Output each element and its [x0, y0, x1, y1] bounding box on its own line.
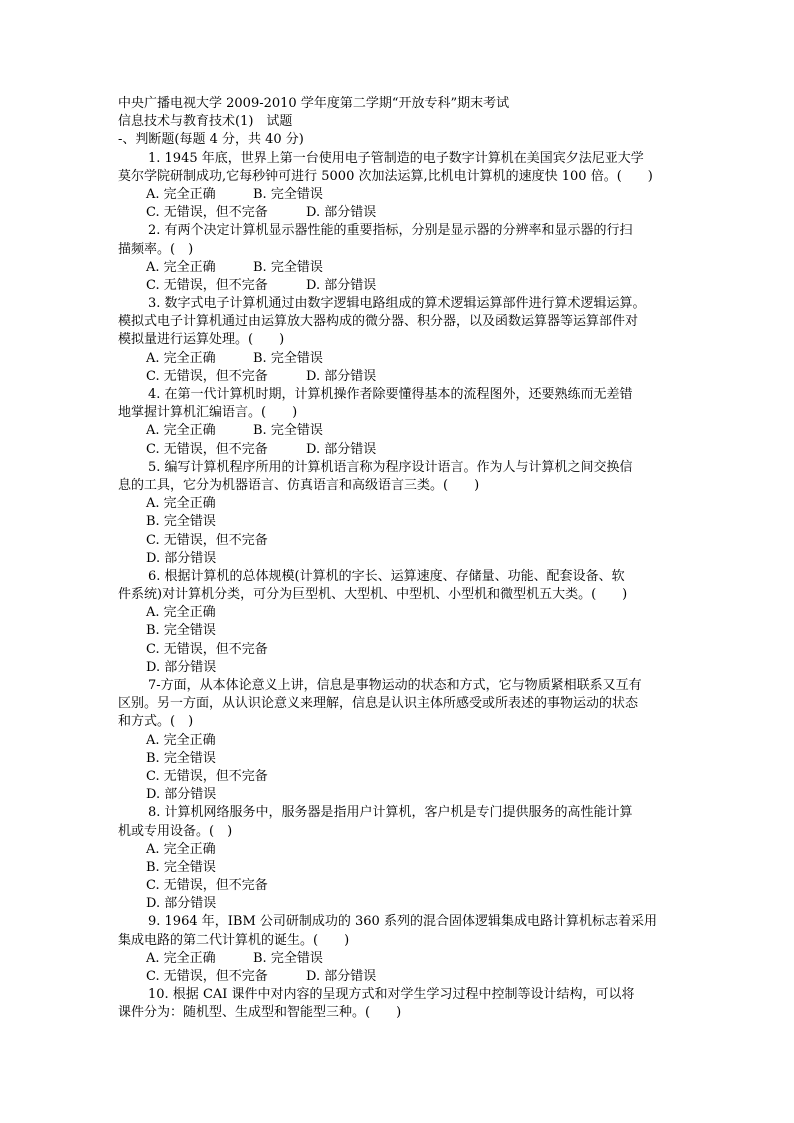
answer-option[interactable]: B. 完全错误	[253, 259, 323, 275]
answer-option[interactable]: A. 完全正确	[146, 950, 216, 966]
question-text-first-line: 7-方面，从本体论意义上讲，信息是事物运动的状态和方式，它与物质紧相联系又互有	[148, 678, 642, 693]
question-text-line: 描频率。( )	[118, 241, 194, 257]
answer-option[interactable]: A. 完全正确	[146, 423, 216, 439]
answer-option[interactable]: B. 完全错误	[253, 950, 323, 966]
answer-option[interactable]: D. 部分错误	[306, 205, 377, 221]
answer-option[interactable]: C. 无错误，但不完备	[146, 878, 268, 894]
answer-option[interactable]: A. 完全正确	[146, 732, 216, 748]
answer-option[interactable]: A. 完全正确	[146, 186, 216, 202]
question-text-first-line: 4. 在第一代计算机时期，计算机操作者除要懂得基本的流程图外，还要熟练而无差错	[148, 387, 633, 402]
question-item	[118, 150, 684, 223]
option-row	[118, 950, 684, 968]
question-text-first-line: 10. 根据 CAI 课件中对内容的呈现方式和对学生学习过程中控制等设计结构，可以将	[148, 987, 635, 1003]
answer-option[interactable]: D. 部分错误	[146, 787, 217, 803]
question-text-first-line: 8. 计算机网络服务中，服务器是指用户计算机，客户机是专门提供服务的高性能计算	[148, 805, 633, 821]
question-item	[118, 913, 684, 986]
question-item	[118, 386, 684, 459]
answer-option[interactable]: D. 部分错误	[146, 659, 217, 675]
question-text-line: 模拟式电子计算机通过由运算放大器构成的微分器、积分器，以及函数运算器等运算部件对	[118, 314, 639, 330]
option-row	[118, 968, 684, 986]
answer-option[interactable]: C. 无错误，但不完备	[146, 641, 268, 657]
question-text-first-line: 5. 编写计算机程序所用的计算机语言称为程序设计语言。作为人与计算机之间交换信	[148, 459, 633, 475]
option-row	[118, 368, 684, 386]
answer-option[interactable]: B. 完全错误	[146, 750, 216, 766]
question-text-line: 莫尔学院研制成功,它每秒钟可进行 5000 次加法运算,比机电计算机的速度快 100 倍。( )	[118, 168, 653, 184]
option-row	[118, 277, 684, 295]
option-row	[118, 441, 684, 459]
answer-option[interactable]: A. 完全正确	[146, 496, 216, 512]
answer-option[interactable]: A. 完全正确	[146, 841, 216, 857]
question-text-first-line: 3. 数字式电子计算机通过由数字逻辑电路组成的算术逻辑运算部件进行算术逻辑运算。	[148, 296, 646, 312]
answer-option[interactable]: B. 完全错误	[146, 859, 216, 875]
answer-option[interactable]: B. 完全错误	[146, 623, 216, 639]
question-text-line: 和方式。( )	[118, 714, 194, 730]
question-text-line: 机或专用设备。( )	[118, 823, 233, 839]
exam-subject: 信息技术与教育技术(1) 试题	[118, 114, 293, 130]
option-row	[118, 204, 684, 222]
question-list	[118, 150, 684, 1023]
answer-option[interactable]: C. 无错误，但不完备	[146, 368, 268, 384]
question-item	[118, 568, 684, 677]
answer-option[interactable]: A. 完全正确	[146, 605, 216, 621]
question-text-line: 区别。另一方面，从认识论意义来理解，信息是认识主体所感受或所表述的事物运动的状态	[118, 696, 639, 712]
option-row	[118, 259, 684, 277]
answer-option[interactable]: C. 无错误，但不完备	[146, 441, 268, 457]
question-item	[118, 677, 684, 804]
answer-option[interactable]: B. 完全错误	[146, 514, 216, 530]
question-text-line: 件系统)对计算机分类，可分为巨型机、大型机、中型机、小型机和微型机五大类。( )	[118, 587, 628, 603]
answer-option[interactable]: B. 完全错误	[253, 350, 323, 366]
answer-option[interactable]: A. 完全正确	[146, 259, 216, 275]
option-row	[118, 422, 684, 440]
answer-option[interactable]: B. 完全错误	[253, 423, 323, 439]
question-text-first-line: 6. 根据计算机的总体规模(计算机的字长、运算速度、存储量、功能、配套设备、软	[148, 568, 625, 584]
question-text-line: 集成电路的第二代计算机的诞生。( )	[118, 932, 350, 948]
question-text-first-line: 9. 1964 年，IBM 公司研制成功的 360 系列的混合固体逻辑集成电路计算机标志着采用	[148, 914, 657, 930]
question-text-line: 地掌握计算机汇编语言。( )	[118, 405, 298, 421]
answer-option[interactable]: D. 部分错误	[306, 277, 377, 293]
question-item	[118, 459, 684, 568]
answer-option[interactable]: D. 部分错误	[306, 368, 377, 384]
answer-option[interactable]: B. 完全错误	[253, 186, 323, 202]
question-text-line: 模拟量进行运算处理。( )	[118, 332, 285, 348]
answer-option[interactable]: A. 完全正确	[146, 350, 216, 366]
question-item	[118, 986, 684, 1022]
answer-option[interactable]: D. 部分错误	[306, 969, 377, 984]
question-text-first-line: 2. 有两个决定计算机显示器性能的重要指标，分别是显示器的分辨率和显示器的行扫	[148, 223, 633, 239]
option-row	[118, 350, 684, 368]
answer-option[interactable]: C. 无错误，但不完备	[146, 768, 268, 784]
exam-title: 中央广播电视大学 2009-2010 学年度第二学期“开放专科”期末考试	[118, 96, 510, 111]
question-text-line: 课件分为：随机型、生成型和智能型三种。( )	[118, 1005, 402, 1021]
question-item	[118, 222, 684, 295]
answer-option[interactable]: C. 无错误，但不完备	[146, 205, 268, 221]
question-text-line: 息的工具，它分为机器语言、仿真语言和高级语言三类。( )	[118, 477, 480, 493]
option-row	[118, 186, 684, 204]
answer-option[interactable]: C. 无错误，但不完备	[146, 277, 268, 293]
answer-option[interactable]: D. 部分错误	[306, 441, 377, 457]
exam-content	[118, 95, 684, 1023]
section-heading: -、判断题(每题 4 分，共 40 分)	[118, 132, 304, 148]
answer-option[interactable]: C. 无错误，但不完备	[146, 969, 268, 984]
answer-option[interactable]: D. 部分错误	[146, 896, 217, 912]
question-item	[118, 804, 684, 913]
answer-option[interactable]: D. 部分错误	[146, 550, 217, 566]
answer-option[interactable]: C. 无错误，但不完备	[146, 532, 268, 548]
question-item	[118, 295, 684, 386]
question-text-first-line: 1. 1945 年底，世界上第一台使用电子管制造的电子数字计算机在美国宾夕法尼亚大学	[148, 150, 644, 166]
